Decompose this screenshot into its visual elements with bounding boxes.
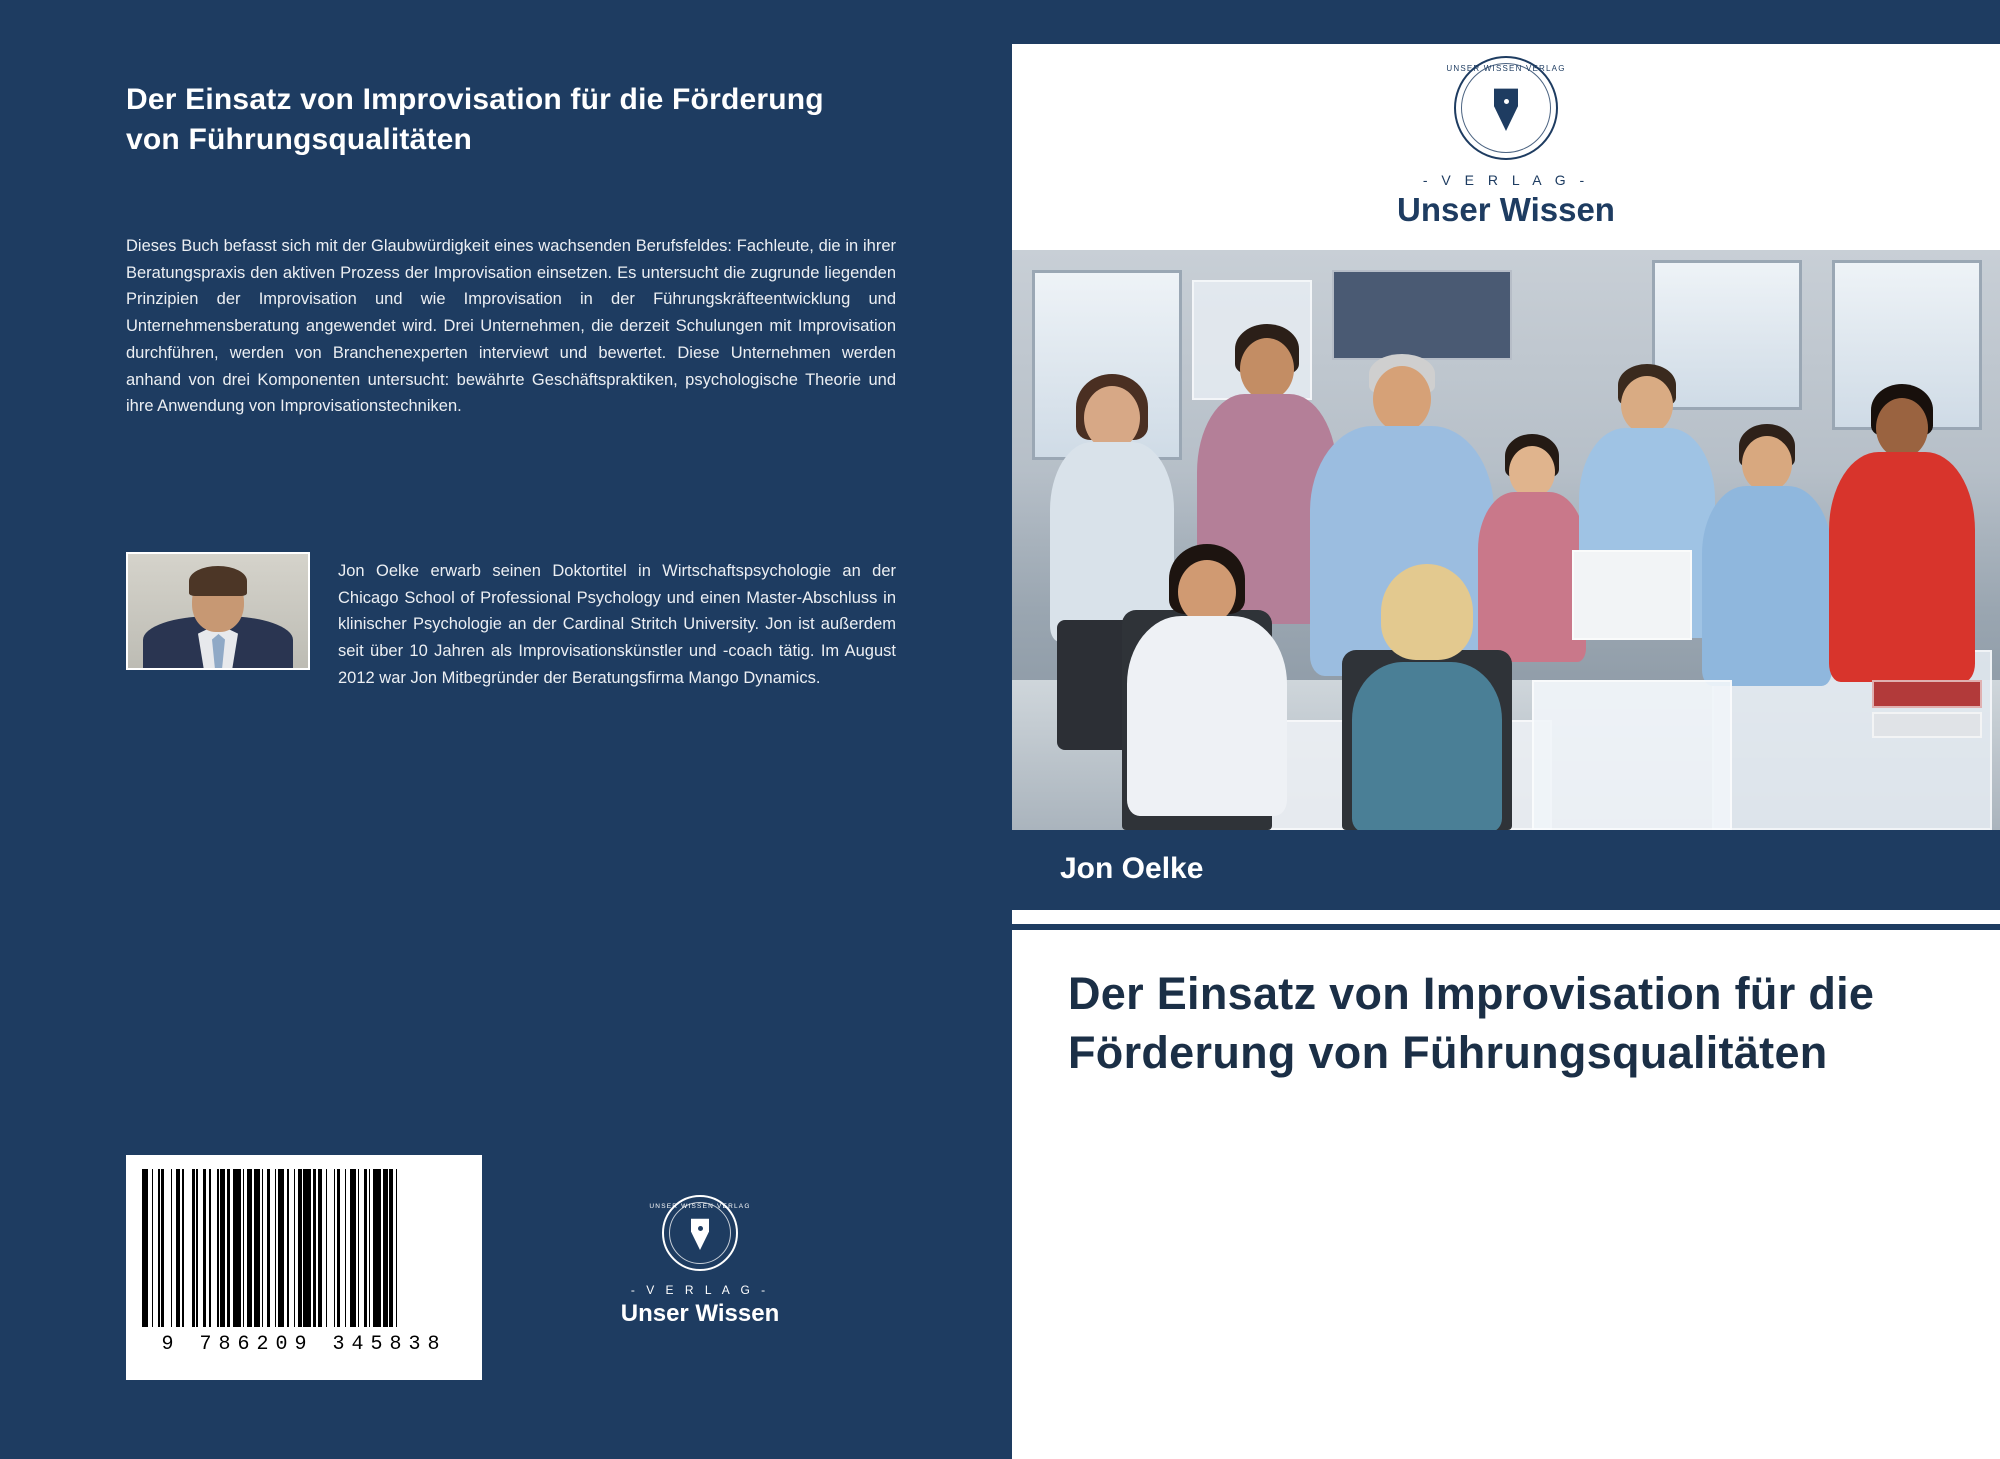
photo-person-head <box>1373 366 1431 432</box>
photo-book <box>1872 712 1982 738</box>
publisher-logo-back <box>610 1195 790 1328</box>
photo-person-hair <box>1381 564 1473 660</box>
back-cover <box>0 0 990 1459</box>
publisher-name-front: Unser Wissen <box>1397 191 1615 228</box>
photo-person-body <box>1829 452 1975 682</box>
publisher-logo-front <box>1012 56 2000 229</box>
photo-person-head <box>1621 376 1673 434</box>
photo-person-head <box>1178 560 1236 624</box>
photo-person-head <box>1876 398 1928 458</box>
photo-wall-panel <box>1332 270 1512 360</box>
pen-nib-icon <box>1446 56 1566 160</box>
photo-person-seated <box>1122 550 1292 830</box>
front-divider-rule <box>1012 924 2000 930</box>
photo-person-head <box>1742 436 1792 492</box>
photo-hair <box>189 566 247 596</box>
photo-person-head <box>1084 386 1140 450</box>
logo-arc-text: UNSER WISSEN VERLAG <box>1446 64 1566 73</box>
barcode-digits: 9 786209 345838 <box>161 1333 447 1356</box>
back-cover-title: Der Einsatz von Improvisation für die Förderung von Führungsqualitäten <box>126 83 824 156</box>
publisher-verlag-label: - V E R L A G - <box>630 1283 770 1297</box>
cover-photograph <box>1012 250 2000 830</box>
front-cover <box>1012 0 2000 1459</box>
author-photo <box>126 552 310 670</box>
photo-book <box>1872 680 1982 708</box>
author-bio-text: Jon Oelke erwarb seinen Doktortitel in Wirtschaftspsychologie an der Chicago School of Professional Psychology und einen Master-Abschluss in klinischer Psychologie an der Cardinal Stritch University. Jon ist außerdem seit über 10 Jahren als Improvisationskünstler und -coach tätig. Im August 2012 war Jon Mitbegründer der Beratungsfirma Mango Dynamics. <box>338 562 896 687</box>
publisher-name-back: Unser Wissen <box>620 1300 780 1327</box>
photo-person-body <box>1127 616 1287 816</box>
photo-person-body <box>1702 486 1832 686</box>
photo-person-seated <box>1347 570 1507 830</box>
barcode-bars <box>142 1169 466 1327</box>
publisher-verlag-label: - V E R L A G - <box>1422 172 1590 188</box>
photo-person-head <box>1509 446 1555 498</box>
photo-paper-stack <box>1572 550 1692 640</box>
front-top-band <box>1012 0 2000 44</box>
photo-person-head <box>1240 338 1294 400</box>
logo-arc-text: UNSER WISSEN VERLAG <box>649 1203 751 1210</box>
photo-person-body <box>1352 662 1502 830</box>
front-cover-author: Jon Oelke <box>1060 852 1204 885</box>
barcode <box>126 1155 482 1380</box>
pen-nib-icon <box>649 1195 751 1271</box>
book-spine <box>990 0 1012 1459</box>
front-cover-title: Der Einsatz von Improvisation für die Förderung von Führungsqualitäten <box>1068 968 1875 1078</box>
photo-cubicle-panel <box>1532 680 1732 830</box>
back-cover-blurb: Dieses Buch befasst sich mit der Glaubwürdigkeit eines wachsenden Berufsfeldes: Fachleute, die in ihrer Beratungspraxis den aktiven Prozess der Improvisation einsetzen. Es untersucht die zugrunde liegenden Prinzipien der Improvisation und wie Improvisation in der Führungskräfteentwicklung und Unternehmensberatung angewendet wird. Drei Unternehmen, die derzeit Schulungen mit Improvisation durchführen, werden von Branchenexperten interviewt und bewertet. Diese Unternehmen werden anhand von drei Komponenten untersucht: bewährte Geschäftspraktiken, psychologische Theorie und ihre Anwendung von Improvisationstechniken. <box>126 237 896 416</box>
